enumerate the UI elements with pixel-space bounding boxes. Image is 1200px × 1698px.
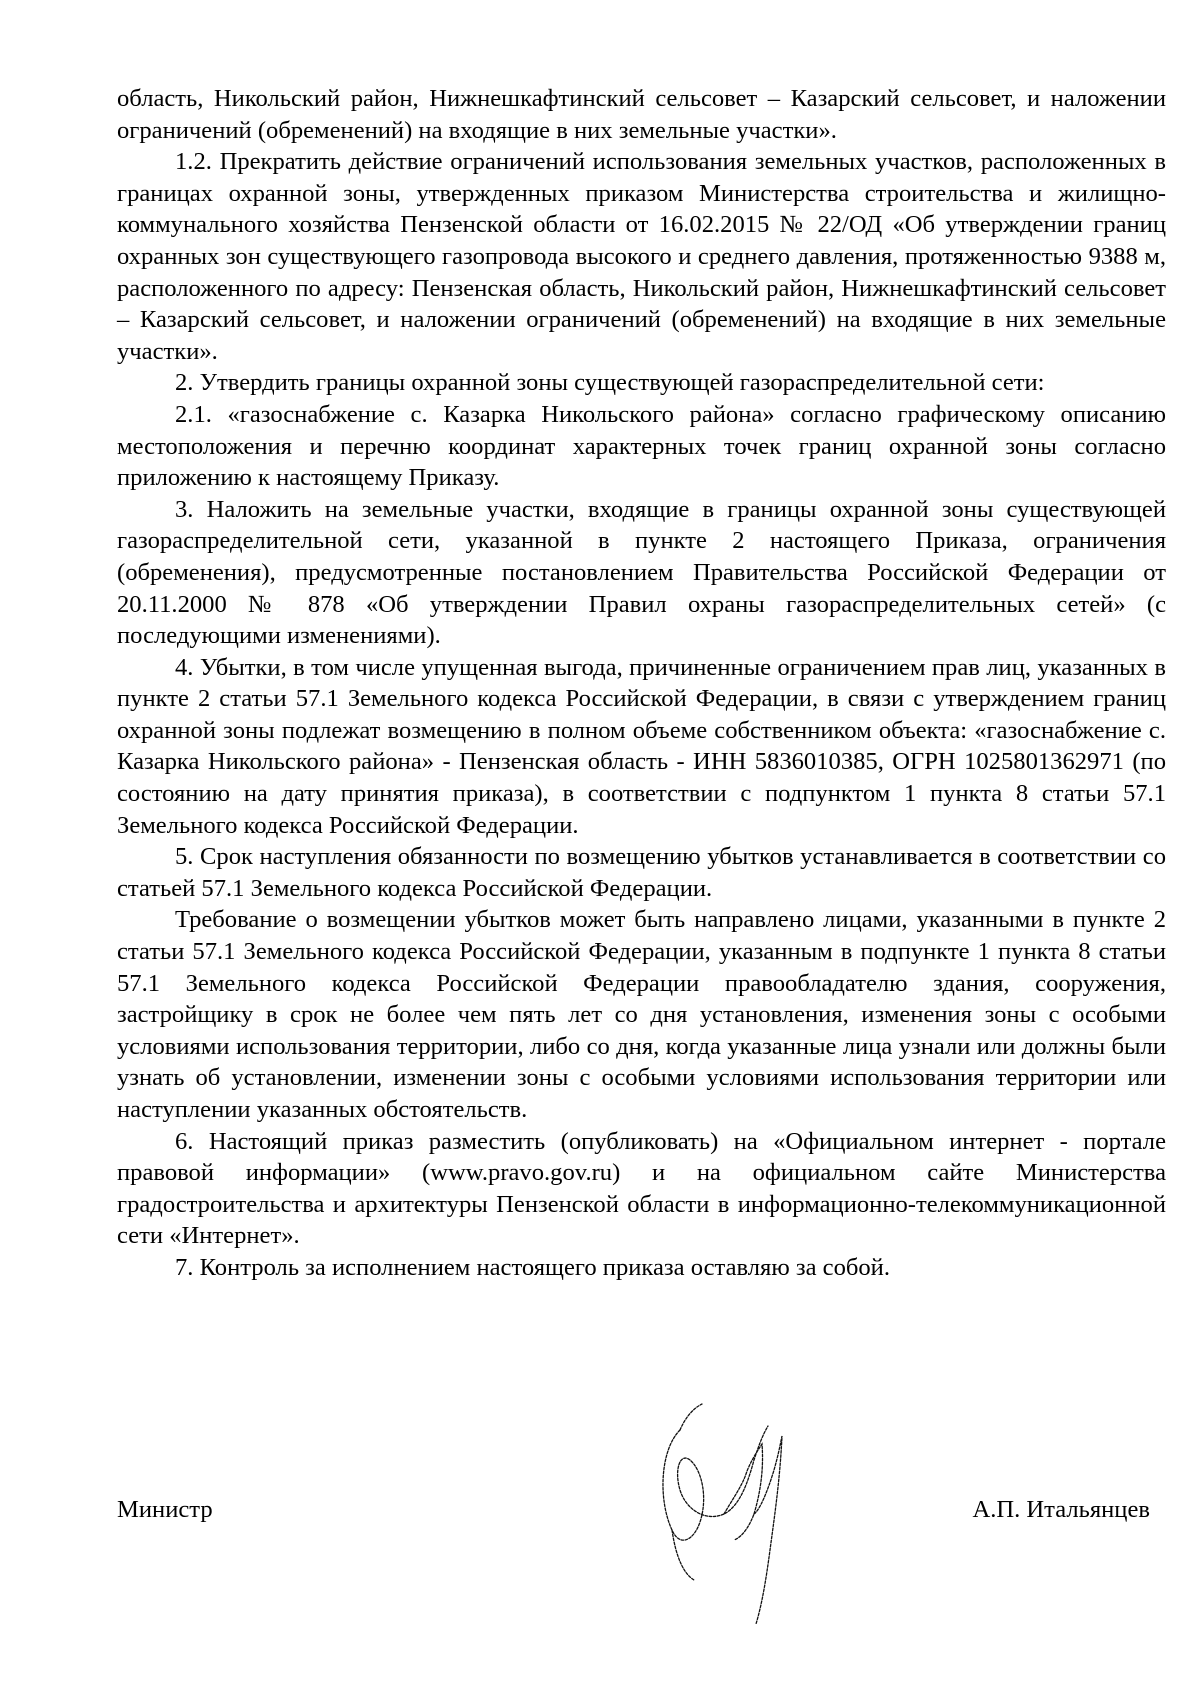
paragraph-6: 6. Настоящий приказ разместить (опубликовать) на «Официальном интернет - портале правовой информации» (www.pravo.gov.ru) и на официальном сайте Министерства градостроительства и архитектуры Пензенской области в информационно-телекоммуникационной сети «Интернет». [117, 1127, 1166, 1250]
paragraph-1-2: 1.2. Прекратить действие ограничений использования земельных участков, расположенных в границах охранной зоны, утвержденных приказом Министерства строительства и жилищно-коммунального хозяйства Пензенской области от 16.02.2015 № 22/ОД «Об утверждении границ охранных зон существующего газопровода высокого и среднего давления, протяженностью 9388 м, расположенного по адресу: Пензенская область, Никольский район, Нижнешкафтинский сельсовет – Казарский сельсовет, и наложении ограничений (обременений) на входящие в них земельные участки». [117, 148, 1166, 365]
signature-stroke-top [680, 1404, 702, 1430]
signatory-name: А.П. Итальянцев [972, 1496, 1150, 1523]
signature-stroke-main [663, 1426, 768, 1540]
paragraph-4: 4. Убытки, в том числе упущенная выгода, причиненные ограничением прав лиц, указанных в пункте 2 статьи 57.1 Земельного кодекса Российской Федерации, в связи с утверждением границ охранной зоны подлежат возмещению в полном объеме собственником объекта: «газоснабжение с. Казарка Никольского района» - Пензенская область - ИНН 5836010385, ОГРН 1025801362971 (по состоянию на дату принятия приказа), в соответствии с подпунктом 1 пункта 8 статьи 57.1 Земельного кодекса Российской Федерации. [117, 653, 1166, 839]
paragraph-5: 5. Срок наступления обязанности по возмещению убытков устанавливается в соответствии со статьей 57.1 Земельного кодекса Российской Федерации. [117, 843, 1166, 902]
handwritten-signature [650, 1390, 810, 1630]
paragraph-5-requirement: Требование о возмещении убытков может быть направлено лицами, указанными в пункте 2 статьи 57.1 Земельного кодекса Российской Федерации, указанным в подпункте 1 пункта 8 статьи 57.1 Земельного кодекса Российской Федерации правообладателю здания, сооружения, застройщику в срок не более чем пять лет со дня установления, изменения зоны с особыми условиями использования территории, либо со дня, когда указанные лица узнали или должны были узнать об установлении, изменении зоны с особыми условиями использования территории или наступлении указанных обстоятельств. [117, 906, 1166, 1123]
document-body [117, 83, 1166, 1284]
signature-stroke-loop [724, 1444, 763, 1540]
paragraph-7: 7. Контроль за исполнением настоящего приказа оставляю за собой. [175, 1253, 890, 1281]
paragraph-continuation: область, Никольский район, Нижнешкафтинский сельсовет – Казарский сельсовет, и наложении ограничений (обременений) на входящие в них земельные участки». [117, 85, 1166, 144]
paragraph-2-1: 2.1. «газоснабжение с. Казарка Никольского района» согласно графическому описанию местоположения и перечню координат характерных точек границ охранной зоны согласно приложению к настоящему Приказу. [117, 400, 1166, 492]
signature-row [117, 1496, 1166, 1536]
paragraph-2: 2. Утвердить границы охранной зоны существующей газораспределительной сети: [175, 369, 1045, 397]
signature-stroke-tail [754, 1436, 782, 1624]
signatory-title: Министр [117, 1496, 213, 1523]
paragraph-3: 3. Наложить на земельные участки, входящие в границы охранной зоны существующей газораспределительной сети, указанной в пункте 2 настоящего Приказа, ограничения (обременения), предусмотренные постановлением Правительства Российской Федерации от 20.11.2000 № 878 «Об утверждении Правил охраны газораспределительных сетей» (с последующими изменениями). [117, 495, 1166, 650]
